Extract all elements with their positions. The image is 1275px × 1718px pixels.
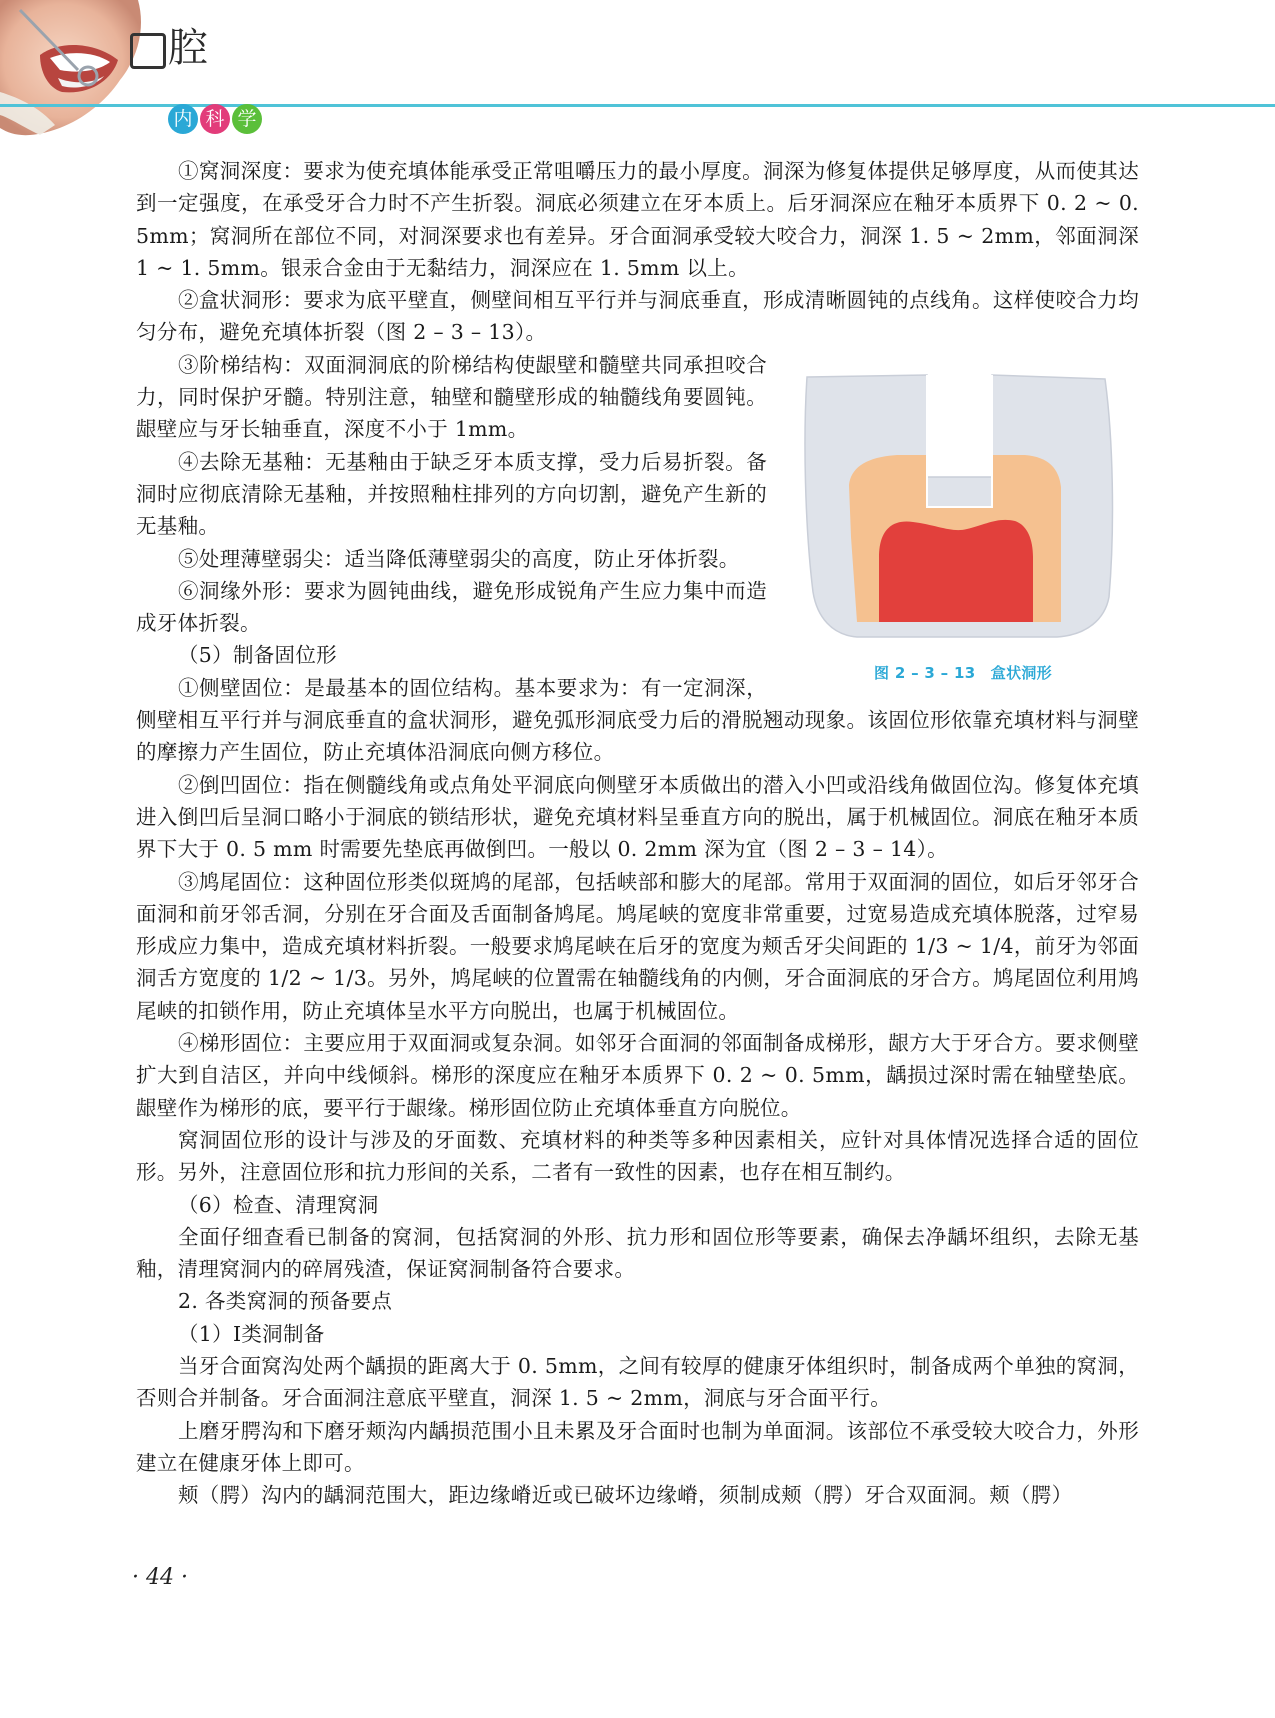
paragraph: ①侧壁固位：是最基本的固位结构。基本要求为：有一定洞深，侧壁相互平行并与洞底垂直的盒状洞形，避免弧形洞底受力后的滑脱翘动现象。该固位形依靠充填材料与洞壁的摩擦力产生固位，防止充填体沿洞底向侧方移位。 bbox=[136, 675, 1139, 765]
body-text bbox=[136, 155, 1139, 1511]
subbrand-char-2: 科 bbox=[200, 104, 230, 134]
paragraph: ⑤处理薄壁弱尖：适当降低薄壁弱尖的高度，防止牙体折裂。 bbox=[178, 546, 740, 571]
paragraph: ②盒状洞形：要求为底平壁直，侧壁间相互平行并与洞底垂直，形成清晰圆钝的点线角。这样使咬合力均匀分布，避免充填体折裂（图 2 – 3 – 13）。 bbox=[136, 288, 1139, 345]
paragraph: ③鸠尾固位：这种固位形类似斑鸠的尾部，包括峡部和膨大的尾部。常用于双面洞的固位，如后牙邻牙合面洞和前牙邻舌洞，分别在牙合面及舌面制备鸠尾。鸠尾峡的宽度非常重要，过宽易造成充填体脱落，过窄易形成应力集中，造成充填材料折裂。一般要求鸠尾峡在后牙的宽度为颊舌牙尖间距的 1/3 ~ 1/4，前牙为邻面洞舌方宽度的 1/2 ~ 1/3。另外，鸠尾峡的位置需在轴髓线角的内侧，牙合面洞底的牙合方。鸠尾固位利用鸠尾峡的扣锁作用，防止充填体呈水平方向脱出，也属于机械固位。 bbox=[136, 869, 1139, 1023]
section-heading: （1）Ⅰ类洞制备 bbox=[178, 1321, 325, 1346]
paragraph: ④梯形固位：主要应用于双面洞或复杂洞。如邻牙合面洞的邻面制备成梯形，龈方大于牙合方。要求侧壁扩大到自洁区，并向中线倾斜。梯形的深度应在釉牙本质界下 0. 2 ~ 0. 5mm，龋损过深时需在轴壁垫底。龈壁作为梯形的底，要平行于龈缘。梯形固位防止充填体垂直方向脱位。 bbox=[136, 1031, 1139, 1120]
book-subbrand bbox=[168, 104, 262, 134]
paragraph: ②倒凹固位：指在侧髓线角或点角处平洞底向侧壁牙本质做出的潜入小凹或沿线角做固位沟。修复体充填进入倒凹后呈洞口略小于洞底的锁结形状，避免充填材料呈垂直方向的脱出，属于机械固位。洞底在釉牙本质界下大于 0. 5 mm 时需要先垫底再做倒凹。一般以 0. 2mm 深为宜（图 2 – 3 – 14）。 bbox=[136, 772, 1139, 862]
paragraph: 颊（腭）沟内的龋洞范围大，距边缘嵴近或已破坏边缘嵴，须制成颊（腭）牙合双面洞。颊（腭） bbox=[178, 1483, 1073, 1508]
paragraph: ①窝洞深度：要求为使充填体能承受正常咀嚼压力的最小厚度。洞深为修复体提供足够厚度，从而使其达到一定强度，在承受牙合力时不产生折裂。洞底必须建立在牙本质上。后牙洞深应在釉牙本质界下 0. 2 ~ 0. 5mm；窝洞所在部位不同，对洞深要求也有差异。牙合面洞承受较大咬合力，洞深 1. 5 ~ 2mm，邻面洞深 1 ~ 1. 5mm。银汞合金由于无黏结力，洞深应在 1. 5mm 以上。 bbox=[136, 159, 1139, 280]
paragraph: ③阶梯结构：双面洞洞底的阶梯结构使龈壁和髓壁共同承担咬合力，同时保护牙髓。特别注意，轴壁和髓壁形成的轴髓线角要圆钝。龈壁应与牙长轴垂直，深度不小于 1mm。 bbox=[136, 352, 767, 442]
paragraph: ⑥洞缘外形：要求为圆钝曲线，避免形成锐角产生应力集中而造成牙体折裂。 bbox=[136, 578, 767, 636]
paragraph: 上磨牙腭沟和下磨牙颊沟内龋损范围小且未累及牙合面时也制为单面洞。该部位不承受较大咬合力，外形建立在健康牙体上即可。 bbox=[136, 1418, 1139, 1475]
page-number: · 44 · bbox=[132, 1565, 188, 1590]
paragraph: 全面仔细查看已制备的窝洞，包括窝洞的外形、抗力形和固位形等要素，确保去净龋坏组织，去除无基釉，清理窝洞内的碎屑残渣，保证窝洞制备符合要求。 bbox=[136, 1224, 1139, 1282]
section-heading: （6）检查、清理窝洞 bbox=[178, 1192, 379, 1217]
section-heading: 2. 各类窝洞的预备要点 bbox=[178, 1289, 393, 1314]
section-heading: （5）制备固位形 bbox=[178, 643, 337, 668]
book-brand bbox=[130, 25, 208, 71]
figure-box-cavity bbox=[787, 357, 1139, 697]
paragraph: 当牙合面窝沟处两个龋损的距离大于 0. 5mm，之间有较厚的健康牙体组织时，制备成两个单独的窝洞，否则合并制备。牙合面洞注意底平壁直，洞深 1. 5 ~ 2mm，洞底与牙合面平行。 bbox=[136, 1353, 1139, 1411]
subbrand-char-3: 学 bbox=[232, 104, 262, 134]
paragraph: 窝洞固位形的设计与涉及的牙面数、充填材料的种类等多种因素相关，应针对具体情况选择合适的固位形。另外，注意固位形和抗力形间的关系，二者有一致性的因素，也存在相互制约。 bbox=[136, 1127, 1139, 1185]
box-cavity-diagram bbox=[787, 357, 1139, 657]
paragraph: ④去除无基釉：无基釉由于缺乏牙本质支撑，受力后易折裂。备洞时应彻底清除无基釉，并按照釉柱排列的方向切割，避免产生新的无基釉。 bbox=[136, 449, 767, 539]
figure-caption: 图 2 – 3 – 13 盒状洞形 bbox=[874, 663, 1052, 682]
page-header bbox=[0, 0, 1275, 150]
brand-main-char: 腔 bbox=[168, 25, 208, 71]
dental-logo-image bbox=[0, 0, 170, 150]
brand-square-glyph bbox=[130, 33, 166, 69]
subbrand-char-1: 内 bbox=[168, 104, 198, 134]
